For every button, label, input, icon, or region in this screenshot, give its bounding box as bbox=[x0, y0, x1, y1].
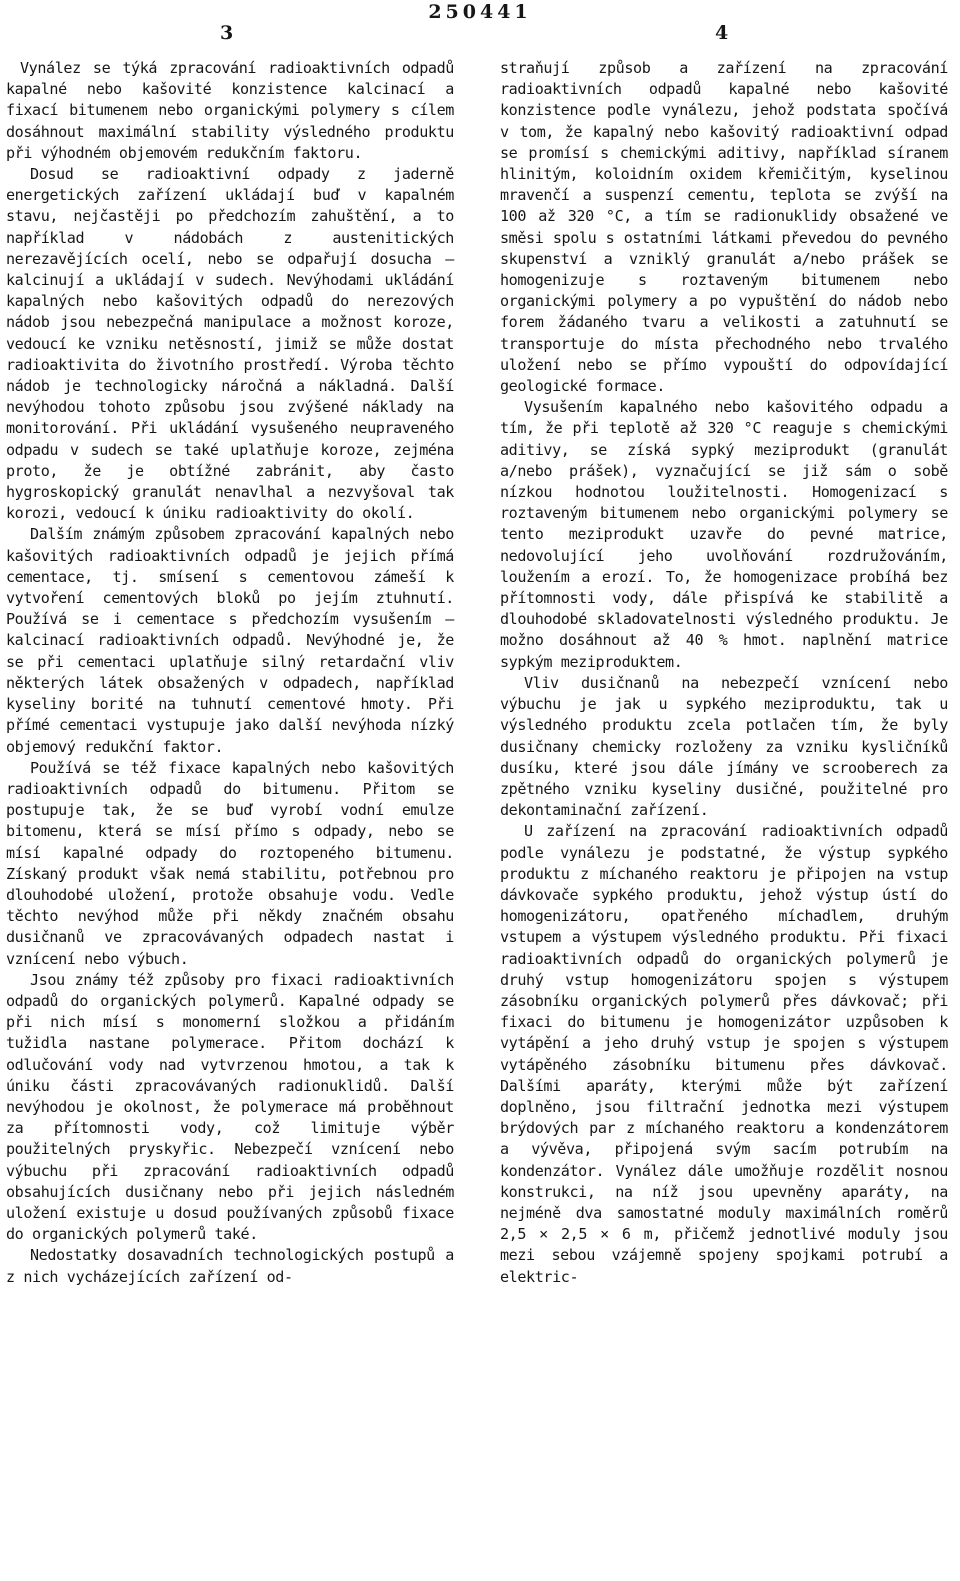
paragraph: Nedostatky dosavadních technologických postupů a z nich vycházejících zařízení od- bbox=[6, 1246, 454, 1286]
left-text-column bbox=[6, 58, 454, 1288]
paragraph: Dalším známým způsobem zpracování kapalných nebo kašovitých radioaktivních odpadů je jejich přímá cementace, tj. smísení s cementovou zámeší k vytvoření cementových bloků po jejím ztuhnutí. Používá se i cementace s předchozím vysušením — kalcinací radioaktivních odpadů. Nevýhodné je, že se při cementaci uplatňuje silný retardační vliv některých látek obsažených v odpadech, například kyseliny borité na tuhnutí cementové hmoty. Při přímé cementaci vystupuje jako další nevýhoda nízký objemový redukční faktor. bbox=[6, 525, 454, 756]
right-text-column bbox=[500, 58, 948, 1288]
document-number: 250441 bbox=[428, 1, 532, 23]
paragraph: straňují způsob a zařízení na zpracování radioaktivních odpadů kapalné nebo kašovité konzistence podle vynálezu, jehož podstata spočívá v tom, že kapalný nebo kašovitý radioaktivní odpad se promísí s chemickými aditivy, například síranem hlinitým, koloidním oxidem křemičitým, kyselinou mravenčí a suspenzí cementu, teplota se zvýší na 100 až 320 °C, a tím se radionuklidy obsažené ve směsi spolu s ostatními látkami převedou do pevného skupenství a vzniklý granulát a/nebo prášek se homogenizuje s roztaveným bitumenem nebo organickými polymery a po vypuštění do nádob nebo forem žádaného tvaru a velikosti a zatuhnutí se transportuje do místa přechodného nebo trvalého uložení nebo se přímo vypouští do odpovídající geologické formace. bbox=[500, 59, 948, 396]
left-page-number: 3 bbox=[220, 22, 234, 44]
paragraph: Jsou známy též způsoby pro fixaci radioaktivních odpadů do organických polymerů. Kapalné odpady se při nich mísí s monomerní složkou a přidáním tužidla nastane polymerace. Přitom dochází k odlučování vody nad vytvrzenou hmotou, a tak k úniku části zpracovávaných radionuklidů. Další nevýhodou je okolnost, že polymerace má proběhnout za přítomnosti vody, což limituje výběr použitelných pryskyřic. Nebezpečí vznícení nebo výbuchu při zpracování radioaktivních odpadů obsahujících dusičnany nebo při jejich následném uložení existuje u dosud používaných způsobů fixace do organických polymerů také. bbox=[6, 970, 454, 1244]
paragraph: Vliv dusičnanů na nebezpečí vznícení nebo výbuchu je jak u sypkého meziproduktu, tak u výsledného produktu zcela potlačen tím, že byly dusičnany chemicky rozloženy za vzniku kysličníků dusíku, které jsou dále jímány ve scrooberech za zpětného vzniku kyseliny dusičné, použitelné pro dekontaminační zařízení. bbox=[500, 673, 948, 820]
right-page-number: 4 bbox=[715, 22, 729, 44]
paragraph: U zařízení na zpracování radioaktivních odpadů podle vynálezu je podstatné, že výstup sypkého produktu z míchaného reaktoru je připojen na vstup dávkovače sypkého produktu, jehož výstup ústí do homogenizátoru, opatřeného míchadlem, druhým vstupem a výstupem výsledného produktu. Při fixaci radioaktivních odpadů do organických polymerů je druhý vstup homogenizátoru spojen s výstupem zásobníku organických polymerů přes dávkovač; při fixaci do bitumenu je homogenizátor uzpůsoben k vytápění a jeho druhý vstup je spojen s výstupem vytápěného zásobníku bitumenu přes dávkovač. Dalšími aparáty, kterými může být zařízení doplněno, jsou filtrační jednotka mezi výstupem brýdových par z míchaného reaktoru a kondenzátorem a vývěva, připojená svým sacím potrubím na kondenzátor. Vynález dále umožňuje rozdělit nosnou konstrukci, na níž jsou upevněny aparáty, na nejméně dva samostatné moduly maximálních roměrů 2,5 × 2,5 × 6 m, přičemž jednotlivé moduly jsou mezi sebou vzájemně spojeny spojkami potrubí a elektric- bbox=[500, 822, 948, 1286]
paragraph: Vysušením kapalného nebo kašovitého odpadu a tím, že při teplotě až 320 °C reaguje s chemickými aditivy, se získá sypký meziprodukt (granulát a/nebo prášek), vyznačující se již sám o sobě nízkou hodnotou loužitelnosti. Homogenizací s roztaveným bitumenem nebo organickými polymery se tento meziprodukt uzavře do pevné matrice, nedovolující jeho uvolňování rozdružováním, loužením a erozí. To, že homogenizace probíhá bez přítomnosti vody, dále přispívá ke stabilitě a dlouhodobé skladovatelnosti výsledného produktu. Je možno dosáhnout až 40 % hmot. naplnění matrice sypkým meziproduktem. bbox=[500, 398, 948, 671]
paragraph: Používá se též fixace kapalných nebo kašovitých radioaktivních odpadů do bitumenu. Přitom se postupuje tak, že se buď vyrobí vodní emulze bitomenu, která se mísí přímo s odpady, nebo se mísí kapalné odpady do roztopeného bitumenu. Získaný produkt však nemá stabilitu, potřebnou pro dlouhodobé uložení, protože obsahuje vodu. Vedle těchto nevýhod může při někdy značném obsahu dusičnanů ve zpracovávaných odpadech nastat i vznícení nebo výbuch. bbox=[6, 758, 454, 968]
paragraph: Vynález se týká zpracování radioaktivních odpadů kapalné nebo kašovité konzistence kalcinací a fixací bitumenem nebo organickými polymery s cílem dosáhnout maximální stability výsledného produktu při výhodném objemovém redukčním faktoru. bbox=[6, 59, 454, 162]
paragraph: Dosud se radioaktivní odpady z jaderně energetických zařízení ukládají buď v kapalném stavu, nejčastěji po předchozím zahuštění, a to například v nádobách z austenitických nerezavějících ocelí, nebo se odpařují dosucha — kalcinují a ukládají v sudech. Nevýhodami ukládání kapalných nebo kašovitých odpadů do nerezových nádob jsou nebezpečná manipulace a možnost koroze, vedoucí ke vzniku netěsností, jimiž se může dostat radioaktivita do životního prostředí. Výroba těchto nádob je technologicky náročná a nákladná. Další nevýhodou tohoto způsobu jsou zvýšené náklady na monitorování. Při ukládání vysušeného neupraveného odpadu v sudech se také uplatňuje koroze, zejména proto, že je obtížné zabránit, aby často hygroskopický granulát nenavlhal a nezvyšoval tak korozi, vedoucí k úniku radioaktivity do okolí. bbox=[6, 165, 454, 523]
